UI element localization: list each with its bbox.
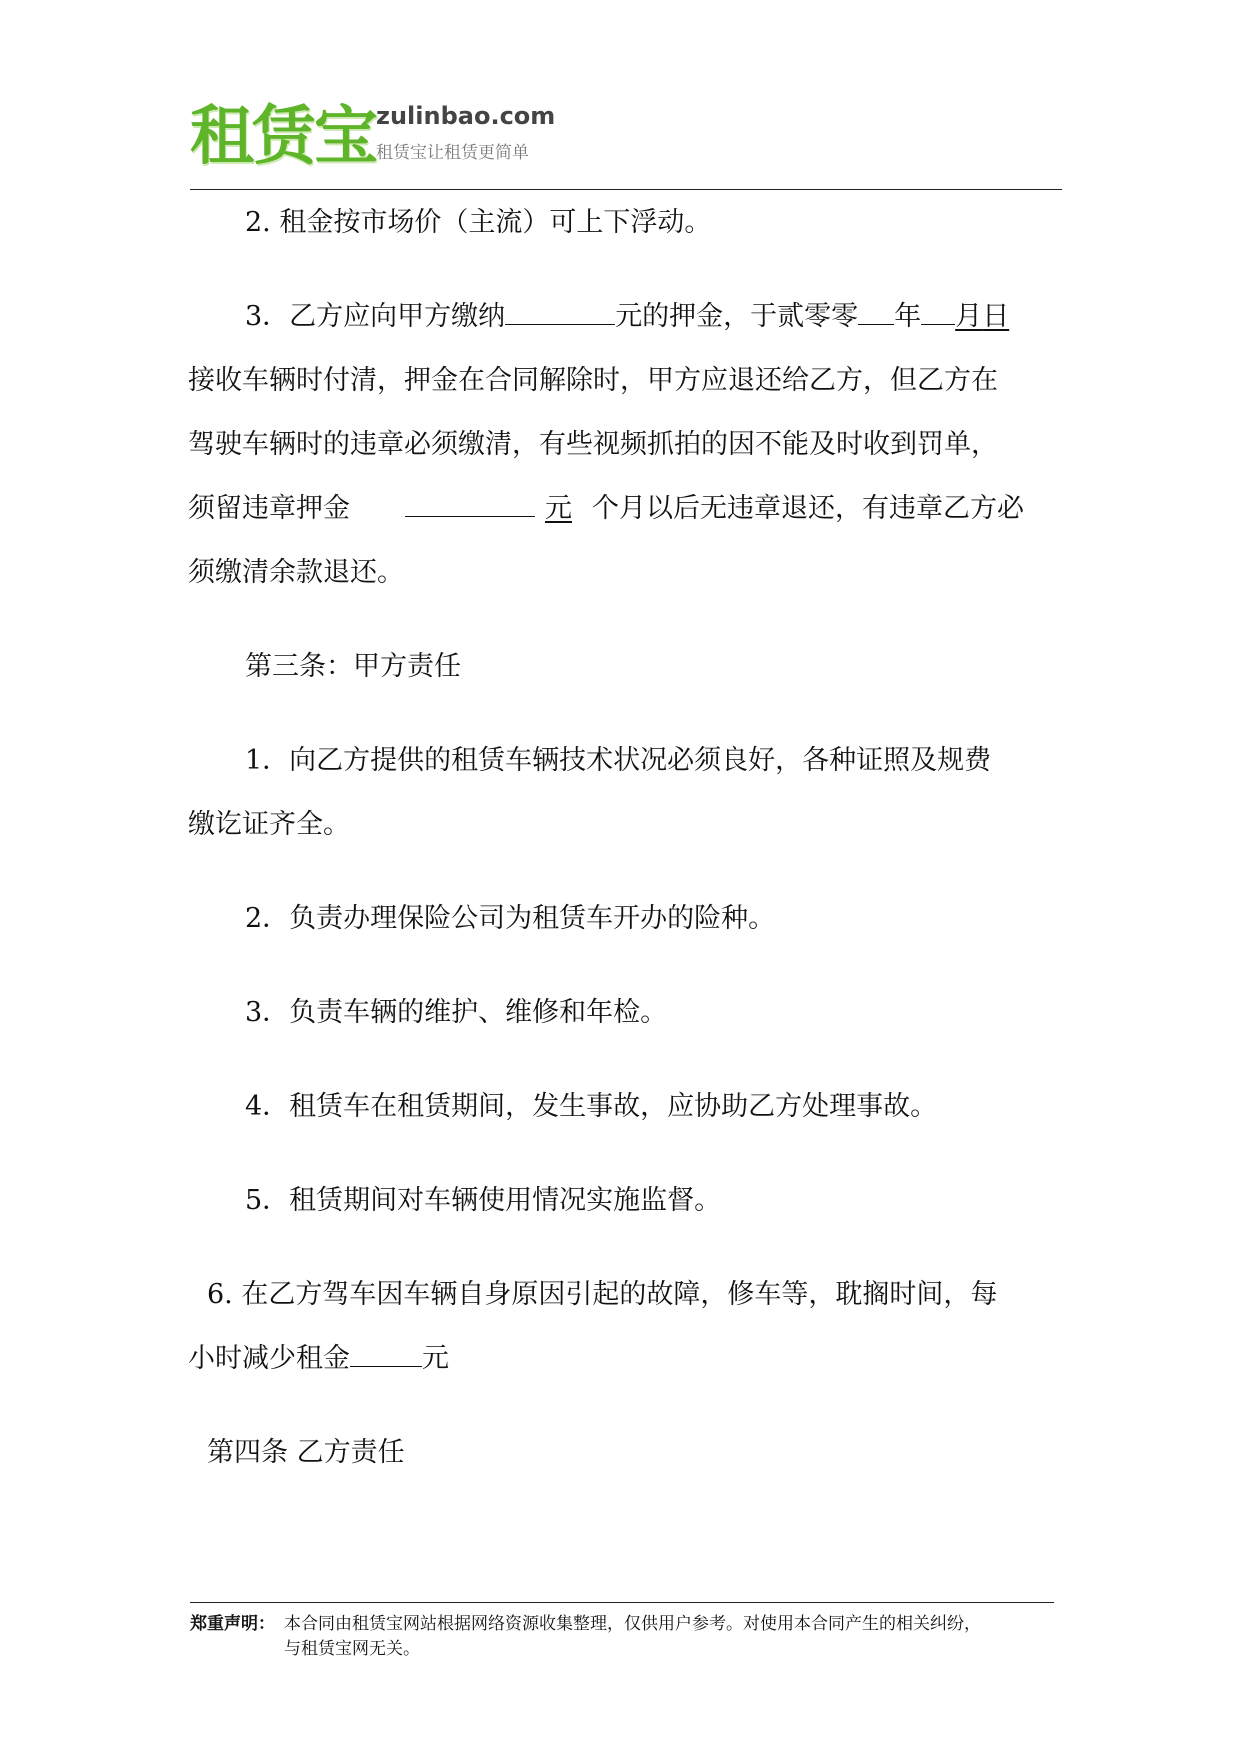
text-segment: 须留违章押金	[188, 493, 350, 524]
paragraph-3-line-1	[245, 300, 1009, 334]
paragraph-3-line-3: 驾驶车辆时的违章必须缴清，有些视频抓拍的因不能及时收到罚单，	[188, 429, 998, 460]
paragraph-3-line-4	[188, 492, 1024, 526]
text-segment: 年	[894, 301, 922, 332]
article-3-title: 第三条：甲方责任	[245, 651, 461, 682]
rent-reduction-blank	[350, 1342, 422, 1367]
article-3-item-3: 3．负责车辆的维护、维修和年检。	[245, 997, 668, 1028]
article-4-title: 第四条 乙方责任	[207, 1437, 405, 1468]
header-divider	[190, 189, 1062, 190]
disclaimer-line-2: 与租赁宝网无关。	[284, 1639, 420, 1659]
text-segment: 3．乙方应向甲方缴纳	[245, 301, 506, 332]
text-segment: 小时减少租金	[188, 1343, 350, 1374]
article-3-item-1-line-2: 缴讫证齐全。	[188, 809, 350, 840]
violation-deposit-blank	[405, 492, 535, 517]
text-segment: 月	[955, 301, 983, 332]
disclaimer-line-1: 本合同由租赁宝网站根据网络资源收集整理，仅供用户参考。对使用本合同产生的相关纠纷，	[284, 1614, 981, 1634]
paragraph-3-line-2: 接收车辆时付清，押金在合同解除时，甲方应退还给乙方，但乙方在	[188, 365, 998, 396]
text-segment: 元	[545, 493, 572, 524]
text-segment: 元	[422, 1343, 449, 1374]
article-3-item-6-line-1: 6. 在乙方驾车因车辆自身原因引起的故障，修车等，耽搁时间，每	[207, 1279, 998, 1310]
deposit-amount-blank	[505, 300, 615, 325]
year-blank	[858, 300, 894, 325]
footer-divider	[190, 1602, 1054, 1603]
text-segment: 日	[982, 301, 1010, 332]
text-segment: 个月以后无违章退还，有违章乙方必	[592, 493, 1024, 524]
paragraph-3-line-5: 须缴清余款退还。	[188, 557, 404, 588]
logo-domain: zulinbao.com	[376, 102, 556, 130]
paragraph-2: 2. 租金按市场价（主流）可上下浮动。	[245, 207, 712, 238]
article-3-item-1-line-1: 1．向乙方提供的租赁车辆技术状况必须良好，各种证照及规费	[245, 745, 992, 776]
article-3-item-2: 2．负责办理保险公司为租赁车开办的险种。	[245, 903, 776, 934]
article-3-item-6-line-2	[188, 1342, 449, 1376]
month-blank	[921, 300, 955, 325]
logo-text: 租赁宝	[190, 100, 376, 174]
logo	[190, 92, 590, 182]
article-3-item-4: 4．租赁车在租赁期间，发生事故，应协助乙方处理事故。	[245, 1091, 938, 1122]
logo-slogan: 租赁宝让租赁更简单	[376, 143, 529, 163]
disclaimer-label: 郑重声明：	[190, 1614, 275, 1634]
text-segment: 元的押金，于贰零零	[615, 301, 859, 332]
article-3-item-5: 5．租赁期间对车辆使用情况实施监督。	[245, 1185, 722, 1216]
